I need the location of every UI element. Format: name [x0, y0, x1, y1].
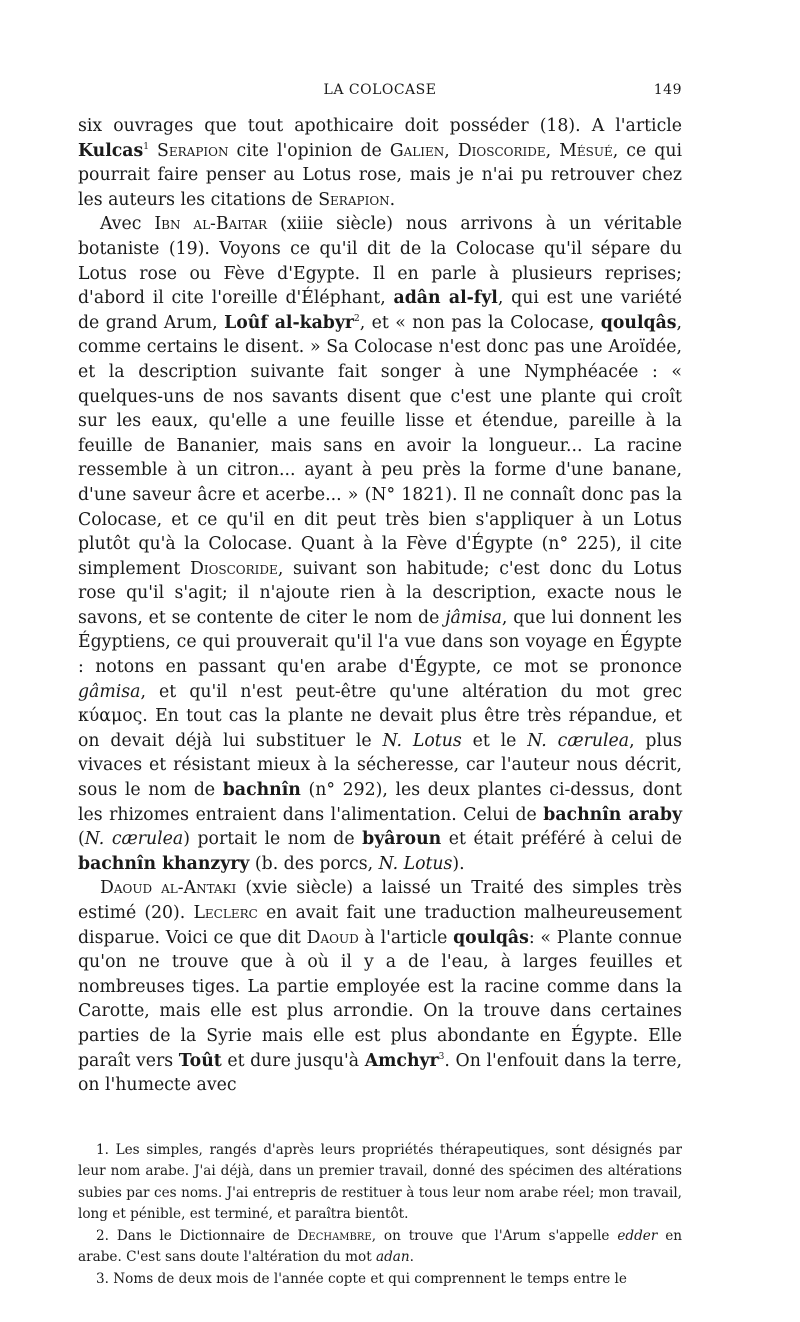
text-run: bachnîn — [222, 780, 301, 801]
text-run: Amchyr — [364, 1050, 439, 1071]
paragraph: Daoud al-Antaki (xvie siècle) a laissé un Traité des simples très estimé (20). Leclerc en avait fait une traduction malheureusement disparue. Voici ce que dit Daoud à l'article qoulqâs: « Plante connue qu'on ne trouve que à où il y a de l'eau, à larges feuilles et nombreuses tiges. La partie employée est la racine comme dans la Carotte, mais elle est plus arrondie. On la trouve dans certaines parties de la Syrie mais elle est plus abondante en Égypte. Elle paraît vers Toût et dure jusqu'à Amchyr$^3$. On l'enfouit dans la terre, on l'humecte avec — [78, 878, 683, 1096]
footnote-marker: 1 — [143, 141, 149, 152]
text-run: edder — [617, 1227, 658, 1244]
running-title: LA COLOCASE — [323, 82, 437, 98]
text-run: bachnîn khanzyry — [78, 853, 250, 874]
page-number: 149 — [653, 82, 682, 98]
text-run: qoulqâs — [453, 927, 529, 948]
text-run: Dioscoride — [457, 140, 546, 161]
text-run: Loûf al-kabyr — [224, 312, 355, 333]
footnote: 3. Noms de deux mois de l'année copte et qui comprennent le temps entre le — [96, 1270, 627, 1287]
text-run: Serapion — [318, 189, 390, 210]
footnote-marker: 2 — [354, 313, 360, 324]
text-run: Dioscoride — [189, 558, 278, 579]
text-run: Toût — [178, 1050, 222, 1071]
text-run: N. cærulea — [84, 829, 184, 850]
page-header — [78, 82, 682, 104]
text-run: N. cærulea — [527, 730, 630, 751]
text-run: jâmisa — [445, 607, 502, 628]
text-run: N. Lotus — [382, 730, 462, 751]
text-run: byâroun — [362, 829, 442, 850]
footnote: 1. Les simples, rangés d'après leurs propriétés thérapeutiques, sont désignés par leur nom arabe. J'ai déjà, dans un premier travail, donné des spécimen des altérations subies par ces noms. J'ai entrepris de restituer à tous leur nom arabe réel; mon travail, long et pénible, est terminé, et paraîtra bientôt. — [78, 1141, 682, 1223]
paragraph: Avec Ibn al-Baitar (xiiie siècle) nous arrivons à un véritable botaniste (19). Voyons ce qu'il dit de la Colocase qu'il sépare du Lotus rose ou Fève d'Egypte. Il en parle à plusieurs reprises; d'abord il cite l'oreille d'Éléphant, adân al-fyl, qui est une variété de grand Arum, Loûf al-kabyr$^2$, et « non pas la Colocase, qoulqâs, comme certains le disent. » Sa Colocase n'est donc pas une Aroïdée, et la description suivante fait songer à une Nymphéacée : « quelques-uns de nos savants disent que c'est une plante qui croît sur les eaux, qu'elle a une feuille lisse et étendue, pareille à la feuille de Bananier, mais sans en avoir la longueur... La racine ressemble à un citron... ayant à peu près la forme d'une banane, d'une saveur âcre et acerbe... » (N° 1821). Il ne connaît donc pas la Colocase, et ce qu'il en dit peut très bien s'appliquer à un Lotus plutôt qu'à la Colocase. Quant à la Fève d'Égypte (n° 225), il cite simplement Dioscoride, suivant son habitude; c'est donc du Lotus rose qu'il s'agit; il n'ajoute rien à la description, exacte nous le savons, et se contente de citer le nom de jâmisa, que lui donnent les Égyptiens, ce qui prouverait qu'il l'a vue dans son voyage en Égypte : notons en passant qu'en arabe d'Égypte, ce mot se prononce gâmisa, et qu'il n'est peut-être qu'une altération du mot grec κύαμος. En tout cas la plante ne devait plus être très répandue, et on devait déjà lui substituer le N. Lotus et le N. cærulea, plus vivaces et résistant mieux à la sécheresse, car l'auteur nous décrit, sous le nom de bachnîn (n° 292), les deux plantes ci-dessus, dont les rhizomes entraient dans l'alimentation. Celui de bachnîn araby (N. cærulea) portait le nom de byâroun et était préféré à celui de bachnîn khanzyry (b. des porcs, N. Lotus). — [78, 214, 683, 874]
text-run: Leclerc — [193, 903, 258, 923]
text-run: qoulqâs — [600, 312, 677, 333]
text-run: Serapion — [157, 140, 229, 161]
body-text — [78, 114, 682, 1098]
text-run: Kulcas — [78, 140, 144, 161]
text-run: gâmisa — [78, 681, 141, 702]
text-run: Galien — [389, 140, 445, 161]
paragraph: six ouvrages que tout apothicaire doit posséder (18). A l'article Kulcas$^1$ Serapion cite l'opinion de Galien, Dioscoride, Mésué, ce qui pourrait faire penser au Lotus rose, mais je n'ai pu retrouver chez les auteurs les citations de Serapion. — [78, 116, 682, 210]
text-run: Daoud — [306, 927, 359, 948]
text-run: Daoud al-Antaki — [100, 878, 237, 899]
footnote: 2. Dans le Dictionnaire de Dechambre, on trouve que l'Arum s'appelle edder en arabe. C'est sans doute l'altération du mot adan. — [78, 1227, 683, 1266]
text-run: Ibn al-Baitar — [154, 214, 268, 235]
text-run: adân al-fyl — [393, 288, 498, 309]
footnotes — [78, 1140, 682, 1291]
text-run: bachnîn araby — [543, 804, 683, 825]
text-run: adan — [376, 1249, 410, 1266]
text-run: N. Lotus — [378, 853, 453, 874]
text-run: Dechambre — [297, 1227, 372, 1244]
footnote-marker: 3 — [438, 1051, 445, 1062]
text-run: Mésué — [559, 140, 613, 161]
book-page — [78, 82, 682, 1290]
